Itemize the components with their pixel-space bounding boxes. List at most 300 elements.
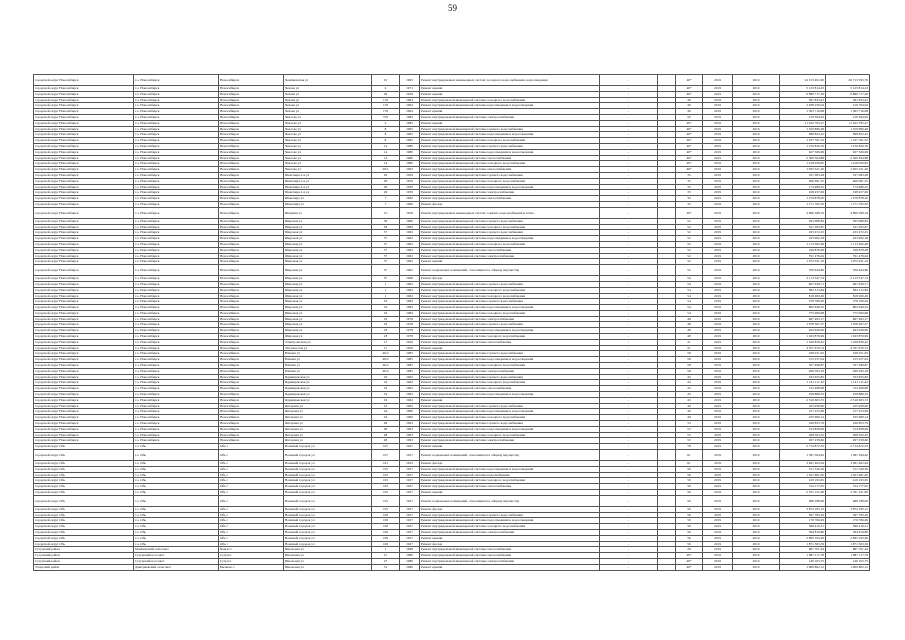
settlement-cell: г.о. Новосибирск <box>134 403 219 409</box>
work-type-cell: Ремонт внутридомовой инженерной системы горячего водоснабжения <box>420 172 600 178</box>
page-number: 59 <box>448 3 457 13</box>
city-cell: Новосибирск <box>219 190 284 196</box>
work-type-cell: Ремонт внутридомовой инженерной системы холодного водоснабжения <box>420 432 600 438</box>
settlement-cell: г.о. Новосибирск <box>134 316 219 322</box>
cost-total-cell: 235 669,14 <box>780 415 826 421</box>
cost-fund-cell: 1 237 761,52 <box>826 138 870 144</box>
settlement-cell: г.о. Новосибирск <box>134 438 219 444</box>
city-cell: Новосибирск <box>219 438 284 444</box>
year-cell: 1960 <box>400 201 420 207</box>
city-cell: Бычково с <box>219 564 284 570</box>
cost-fund-cell: 1 678 367,57 <box>826 322 870 328</box>
house-number-cell: 2 <box>372 120 400 126</box>
work-type-cell: Ремонт внутридомовой инженерной системы электроснабжения <box>420 368 600 374</box>
wear-cell: 61 <box>676 450 703 461</box>
plan-year-cell: 2019 <box>703 380 733 386</box>
settlement-cell: г.о. Новосибирск <box>134 259 219 265</box>
house-number-cell: 1 <box>372 293 400 299</box>
plan-year-cell-2: 2019 <box>733 305 780 311</box>
extra-cell: - <box>600 86 658 92</box>
extra-cell: - <box>600 484 658 490</box>
plan-year-cell-2: 2019 <box>733 363 780 369</box>
city-cell: Новосибирск <box>219 265 284 276</box>
work-type-cell: Ремонт внутридомовой инженерной системы горячего водоснабжения <box>420 421 600 427</box>
year-cell: 1984 <box>400 114 420 120</box>
city-cell: Новосибирск <box>219 97 284 103</box>
settlement-cell: г.о. Новосибирск <box>134 380 219 386</box>
municipality-cell: городской округ Новосибирск <box>34 426 134 432</box>
plan-year-cell-2: 2019 <box>733 236 780 242</box>
city-cell: Новосибирск <box>219 224 284 230</box>
municipality-cell: городской округ Новосибирск <box>34 409 134 415</box>
municipality-cell: городской округ Новосибирск <box>34 357 134 363</box>
wear-cell: 78 <box>676 444 703 450</box>
wear-cell: 46* <box>676 143 703 149</box>
settlement-cell: г.о. Обь <box>134 506 219 512</box>
cost-total-cell: 176 766,09 <box>780 518 826 524</box>
municipality-cell: городской округ Новосибирск <box>34 339 134 345</box>
work-type-cell: Ремонт крыши <box>420 91 600 97</box>
work-type-cell: Ремонт внутридомовой инженерной системы электроснабжения <box>420 114 600 120</box>
municipality-cell: городской округ Новосибирск <box>34 316 134 322</box>
settlement-cell: г.о. Новосибирск <box>134 305 219 311</box>
year-cell: 1927 <box>400 535 420 541</box>
plan-year-cell-2: 2019 <box>733 224 780 230</box>
city-cell: Новосибирск <box>219 409 284 415</box>
plan-year-cell: 2019 <box>703 196 733 202</box>
street-cell: Чкалова ул <box>284 132 372 138</box>
cost-total-cell: 196 878,28 <box>780 247 826 253</box>
street-cell: Янтарная ул <box>284 426 372 432</box>
year-cell: 1990 <box>400 415 420 421</box>
cost-fund-cell: 1 113 362,48 <box>826 241 870 247</box>
house-number-cell: 48 <box>372 421 400 427</box>
wear-cell: 56 <box>676 466 703 472</box>
wear-cell: 58 <box>676 363 703 369</box>
wear-cell: 49* <box>676 564 703 570</box>
plan-year-cell: 2019 <box>703 103 733 109</box>
wear-cell: 46* <box>676 149 703 155</box>
wear-cell: 49* <box>676 553 703 559</box>
municipality-cell: городской округ Обь <box>34 535 134 541</box>
extra-cell: - <box>600 553 658 559</box>
work-type-cell: Ремонт внутридомовой инженерной системы холодного водоснабжения <box>420 380 600 386</box>
wear-cell: 21 <box>676 339 703 345</box>
year-cell: 1960 <box>400 218 420 224</box>
municipality-cell: городской округ Новосибирск <box>34 161 134 167</box>
street-cell: Широкая ул <box>284 241 372 247</box>
settlement-cell: г.о. Новосибирск <box>134 91 219 97</box>
house-number-cell: 27 <box>372 553 400 559</box>
city-cell: Новосибирск <box>219 149 284 155</box>
house-number-cell: 57 <box>372 247 400 253</box>
cost-fund-cell: 1 109 896,48 <box>826 126 870 132</box>
plan-year-cell: 2019 <box>703 305 733 311</box>
city-cell: Новосибирск <box>219 207 284 218</box>
work-type-cell: Ремонт внутридомовой инженерной системы водоснабжения <box>420 472 600 478</box>
year-cell: 1985 <box>400 368 420 374</box>
cost-fund-cell: 433 472,25 <box>826 230 870 236</box>
house-number-cell: 105 <box>372 506 400 512</box>
house-number-cell: 29 <box>372 184 400 190</box>
cost-total-cell: 151 526,36 <box>780 466 826 472</box>
city-cell: Новосибирск <box>219 196 284 202</box>
cost-fund-cell: 667 639,71 <box>826 281 870 287</box>
street-cell: Широкая ул <box>284 281 372 287</box>
wear-cell: 43 <box>676 386 703 392</box>
street-cell: Школьная ул <box>284 564 372 570</box>
municipality-cell: городской округ Новосибирск <box>34 218 134 224</box>
street-cell: Чкалова ул <box>284 126 372 132</box>
plan-year-cell-2: 2019 <box>733 535 780 541</box>
plan-year-cell: 2019 <box>703 512 733 518</box>
city-cell: Новосибирск <box>219 299 284 305</box>
settlement-cell: г.о. Новосибирск <box>134 218 219 224</box>
plan-year-cell-2: 2019 <box>733 172 780 178</box>
settlement-cell: г.о. Новосибирск <box>134 253 219 259</box>
house-number-cell: 29 <box>372 178 400 184</box>
settlement-cell: г.о. Новосибирск <box>134 172 219 178</box>
extra-cell: - <box>600 149 658 155</box>
work-type-cell: Ремонт внутридомовой инженерной системы холодного водоснабжения <box>420 97 600 103</box>
street-cell: Чехова ул <box>284 91 372 97</box>
house-number-cell: 14 <box>372 161 400 167</box>
plan-year-cell: 2019 <box>703 472 733 478</box>
cost-fund-cell: 174 989,52 <box>826 184 870 190</box>
settlement-cell: г.о. Новосибирск <box>134 103 219 109</box>
plan-year-cell: 2019 <box>703 207 733 218</box>
wear-cell: 56 <box>676 535 703 541</box>
street-cell: Военный городок ул <box>284 524 372 530</box>
plan-year-cell: 2019 <box>703 281 733 287</box>
street-cell: Чкалова ул <box>284 149 372 155</box>
extra-cell: - <box>600 397 658 403</box>
cost-total-cell: 1 171 765,50 <box>780 201 826 207</box>
cost-total-cell: 1 955 521,20 <box>780 167 826 173</box>
wear-cell: 48 <box>676 316 703 322</box>
house-number-cell: 107 <box>372 444 400 450</box>
year-cell: 1962 <box>400 253 420 259</box>
plan-year-cell-2: 2019 <box>733 126 780 132</box>
extra-cell: - <box>600 201 658 207</box>
wear-cell: 56 <box>676 541 703 547</box>
municipality-cell: Сузунский район <box>34 553 134 559</box>
settlement-cell: г.о. Новосибирск <box>134 386 219 392</box>
wear-cell: 52 <box>676 241 703 247</box>
extra-cell: - <box>600 172 658 178</box>
plan-year-cell-2: 2019 <box>733 529 780 535</box>
municipality-cell: городской округ Обь <box>34 518 134 524</box>
cost-total-cell: 419 193,65 <box>780 478 826 484</box>
street-cell: Чкалова ул <box>284 155 372 161</box>
plan-year-cell: 2019 <box>703 230 733 236</box>
extra-cell: - <box>600 138 658 144</box>
table-row <box>34 495 870 506</box>
cost-fund-cell: 168 251,65 <box>826 351 870 357</box>
extra-cell: - <box>600 224 658 230</box>
plan-year-cell: 2019 <box>703 432 733 438</box>
cost-fund-cell: 151 526,36 <box>826 466 870 472</box>
table-row <box>34 450 870 461</box>
cost-fund-cell: 1 972 031,19 <box>826 259 870 265</box>
cost-total-cell: 1 021 691,00 <box>780 472 826 478</box>
street-cell: Широкая ул <box>284 305 372 311</box>
plan-year-cell: 2019 <box>703 484 733 490</box>
municipality-cell: городской округ Новосибирск <box>34 351 134 357</box>
house-number-cell: 49 <box>372 91 400 97</box>
house-number-cell: 16 <box>372 299 400 305</box>
plan-year-cell-2: 2019 <box>733 432 780 438</box>
settlement-cell: г.о. Обь <box>134 484 219 490</box>
settlement-cell: г.о. Новосибирск <box>134 409 219 415</box>
house-number-cell: 105 <box>372 478 400 484</box>
work-type-cell: Ремонт фасада <box>420 541 600 547</box>
city-cell: Обь г <box>219 529 284 535</box>
year-cell: 1993 <box>400 421 420 427</box>
plan-year-cell: 2019 <box>703 322 733 328</box>
wear-cell: 35 <box>676 184 703 190</box>
plan-year-cell: 2019 <box>703 299 733 305</box>
plan-year-cell-2: 2019 <box>733 553 780 559</box>
wear-cell: 46* <box>676 138 703 144</box>
wear-cell: 35 <box>676 178 703 184</box>
cost-total-cell: 2 113 547,74 <box>780 276 826 282</box>
city-cell: Новосибирск <box>219 287 284 293</box>
municipality-cell: городской округ Новосибирск <box>34 224 134 230</box>
wear-cell: 58 <box>676 368 703 374</box>
extra-cell: - <box>600 97 658 103</box>
plan-year-cell-2: 2019 <box>733 415 780 421</box>
municipality-cell: городской округ Новосибирск <box>34 334 134 340</box>
work-type-cell: Ремонт внутридомовой инженерной системы водоотведения и водоотведения <box>420 409 600 415</box>
settlement-cell: г.о. Новосибирск <box>134 97 219 103</box>
cost-fund-cell: 394 819,86 <box>826 529 870 535</box>
street-cell: Чехова ул <box>284 103 372 109</box>
cost-total-cell: 791 476,04 <box>780 253 826 259</box>
table-row <box>34 564 870 570</box>
street-cell: Широкая ул <box>284 322 372 328</box>
cost-fund-cell: 706 644,66 <box>826 265 870 276</box>
house-number-cell: 4 <box>372 86 400 92</box>
cost-total-cell: 1 109 896,48 <box>780 126 826 132</box>
plan-year-cell-2: 2019 <box>733 380 780 386</box>
work-type-cell: Ремонт внутридомовой инженерной системы горячего водоснабжения <box>420 403 600 409</box>
street-cell: Военный городок ул <box>284 472 372 478</box>
house-number-cell: 7 <box>372 196 400 202</box>
wear-cell: 46* <box>676 132 703 138</box>
plan-year-cell-2: 2019 <box>733 374 780 380</box>
plan-year-cell-2: 2019 <box>733 149 780 155</box>
settlement-cell: г.о. Новосибирск <box>134 230 219 236</box>
house-number-cell: 57 <box>372 236 400 242</box>
street-cell: Чемпионская ул <box>284 75 372 86</box>
cost-fund-cell: 533 655,82 <box>826 374 870 380</box>
year-cell: 1962 <box>400 392 420 398</box>
work-type-cell: Ремонт внутридомовой инженерной системы водоотведения и водоотведения <box>420 236 600 242</box>
municipality-cell: городской округ Новосибирск <box>34 247 134 253</box>
year-cell: 1984 <box>400 310 420 316</box>
wear-cell: 54 <box>676 287 703 293</box>
municipality-cell: городской округ Обь <box>34 461 134 467</box>
street-cell: Ядринцевская ул <box>284 397 372 403</box>
street-cell: Шекспира 2-я ул <box>284 190 372 196</box>
street-cell: Широкая ул <box>284 328 372 334</box>
city-cell: Сузун п <box>219 558 284 564</box>
settlement-cell: г.о. Обь <box>134 495 219 506</box>
cost-fund-cell: 1 279 878,20 <box>826 196 870 202</box>
plan-year-cell-2: 2019 <box>733 132 780 138</box>
settlement-cell: г.о. Новосибирск <box>134 287 219 293</box>
work-type-cell: Ремонт внутридомовой инженерной системы электроснабжения <box>420 438 600 444</box>
plan-year-cell: 2019 <box>703 495 733 506</box>
street-cell: Широкая ул <box>284 253 372 259</box>
extra-cell: - <box>600 472 658 478</box>
extra-cell: - <box>600 403 658 409</box>
extra-cell: - <box>600 143 658 149</box>
year-cell: 1962 <box>400 281 420 287</box>
work-type-cell: Ремонт внутридомовой инженерной системы водоотведения и водоотведения <box>420 357 600 363</box>
settlement-cell: г.о. Новосибирск <box>134 241 219 247</box>
settlement-cell: г.о. Новосибирск <box>134 178 219 184</box>
plan-year-cell: 2019 <box>703 75 733 86</box>
year-cell: 1985 <box>400 357 420 363</box>
street-cell: Военный городок ул <box>284 529 372 535</box>
settlement-cell: г.о. Новосибирск <box>134 224 219 230</box>
cost-fund-cell: 2 309 364,88 <box>826 155 870 161</box>
settlement-cell: г.о. Новосибирск <box>134 167 219 173</box>
work-type-cell: Ремонт крыши <box>420 259 600 265</box>
street-cell: Военный городок ул <box>284 535 372 541</box>
house-number-cell: 1/1 <box>372 207 400 218</box>
house-number-cell: 105 <box>372 466 400 472</box>
year-cell: 1959 <box>400 184 420 190</box>
street-cell: Шекспира 2-я ул <box>284 184 372 190</box>
extra-cell: - <box>600 132 658 138</box>
city-cell: Новосибирск <box>219 75 284 86</box>
street-cell: Широкая ул <box>284 224 372 230</box>
extra-cell: - <box>600 247 658 253</box>
year-cell: 1959 <box>400 178 420 184</box>
plan-year-cell: 2019 <box>703 172 733 178</box>
plan-year-cell-2: 2019 <box>733 397 780 403</box>
city-cell: Новосибирск <box>219 259 284 265</box>
plan-year-cell: 2019 <box>703 553 733 559</box>
extra-cell: - <box>600 190 658 196</box>
municipality-cell: городской округ Новосибирск <box>34 172 134 178</box>
year-cell: 1964 <box>400 109 420 115</box>
house-number-cell: 48 <box>372 432 400 438</box>
city-cell: Обь г <box>219 466 284 472</box>
house-number-cell: 176 <box>372 97 400 103</box>
work-type-cell: Ремонт крыши <box>420 535 600 541</box>
cost-fund-cell: 163 992,18 <box>826 236 870 242</box>
settlement-cell: г.о. Новосибирск <box>134 126 219 132</box>
work-type-cell: Ремонт внутридомовой инженерной системы теплоснабжения <box>420 339 600 345</box>
cost-fund-cell: 818 269,49 <box>826 293 870 299</box>
work-type-cell: Ремонт внутридомовой инженерной системы электроснабжения <box>420 190 600 196</box>
municipality-cell: городской округ Новосибирск <box>34 184 134 190</box>
cost-fund-cell: 196 878,28 <box>826 247 870 253</box>
cost-fund-cell: 1 171 765,50 <box>826 201 870 207</box>
house-number-cell: 17 <box>372 339 400 345</box>
settlement-cell: г.о. Новосибирск <box>134 138 219 144</box>
cost-total-cell: 397 783,29 <box>780 512 826 518</box>
street-cell: Военный городок ул <box>284 444 372 450</box>
city-cell: Новосибирск <box>219 334 284 340</box>
wear-cell: 21 <box>676 345 703 351</box>
plan-year-cell: 2019 <box>703 558 733 564</box>
plan-year-cell-2: 2019 <box>733 541 780 547</box>
wear-cell: 56 <box>676 472 703 478</box>
year-cell: 1962 <box>400 265 420 276</box>
plan-year-cell: 2019 <box>703 426 733 432</box>
wear-cell: 46* <box>676 75 703 86</box>
street-cell: Широкая ул <box>284 299 372 305</box>
city-cell: Обь г <box>219 506 284 512</box>
extra-cell: - <box>600 506 658 512</box>
work-type-cell: Ремонт внутридомовой инженерной системы теплоснабжения <box>420 155 600 161</box>
plan-year-cell-2: 2019 <box>733 386 780 392</box>
municipality-cell: городской округ Обь <box>34 524 134 530</box>
year-cell: 1971 <box>400 86 420 92</box>
city-cell: Новосибирск <box>219 281 284 287</box>
year-cell: 1965 <box>400 138 420 144</box>
cost-fund-cell: 1 900 802,12 <box>826 564 870 570</box>
street-cell: Шекспира ул <box>284 196 372 202</box>
extra-cell: - <box>600 415 658 421</box>
cost-total-cell: 11 022 795,27 <box>780 120 826 126</box>
wear-cell: 54 <box>676 305 703 311</box>
plan-year-cell-2: 2019 <box>733 512 780 518</box>
street-cell: Южная ул <box>284 357 372 363</box>
plan-year-cell: 2019 <box>703 155 733 161</box>
cost-fund-cell: 378 766,29 <box>826 299 870 305</box>
house-number-cell: 101 <box>372 461 400 467</box>
city-cell: Новосибирск <box>219 386 284 392</box>
settlement-cell: г.о. Новосибирск <box>134 421 219 427</box>
plan-year-cell-2: 2019 <box>733 351 780 357</box>
work-type-cell: Ремонт крыши <box>420 564 600 570</box>
city-cell: Новосибирск <box>219 392 284 398</box>
plan-year-cell: 2019 <box>703 541 733 547</box>
house-number-cell: 106 <box>372 535 400 541</box>
work-type-cell: Ремонт подвальных помещений, относящихся к общему имуществу <box>420 495 600 506</box>
wear-cell: 53 <box>676 438 703 444</box>
cost-total-cell: 293 986,84 <box>780 218 826 224</box>
plan-year-cell: 2019 <box>703 357 733 363</box>
work-type-cell: Ремонт внутридомовой инженерной системы электроснабжения <box>420 253 600 259</box>
house-number-cell: 57 <box>372 265 400 276</box>
cost-total-cell: 1 900 802,12 <box>780 564 826 570</box>
work-type-cell: Ремонт внутридомовой инженерной системы холодного водоснабжения <box>420 363 600 369</box>
street-cell: Широкая ул <box>284 247 372 253</box>
plan-year-cell: 2019 <box>703 265 733 276</box>
cost-fund-cell: 268 593,52 <box>826 432 870 438</box>
wear-cell: 56 <box>676 524 703 530</box>
municipality-cell: городской округ Новосибирск <box>34 167 134 173</box>
street-cell: Военный городок ул <box>284 512 372 518</box>
plan-year-cell: 2019 <box>703 310 733 316</box>
settlement-cell: г.о. Обь <box>134 461 219 467</box>
work-type-cell: Ремонт фасада <box>420 461 600 467</box>
extra-cell: - <box>600 432 658 438</box>
cost-total-cell: 394 819,86 <box>780 529 826 535</box>
plan-year-cell: 2019 <box>703 397 733 403</box>
wear-cell: 46* <box>676 161 703 167</box>
extra-cell: - <box>600 155 658 161</box>
settlement-cell: г.о. Новосибирск <box>134 184 219 190</box>
extra-cell: - <box>600 438 658 444</box>
